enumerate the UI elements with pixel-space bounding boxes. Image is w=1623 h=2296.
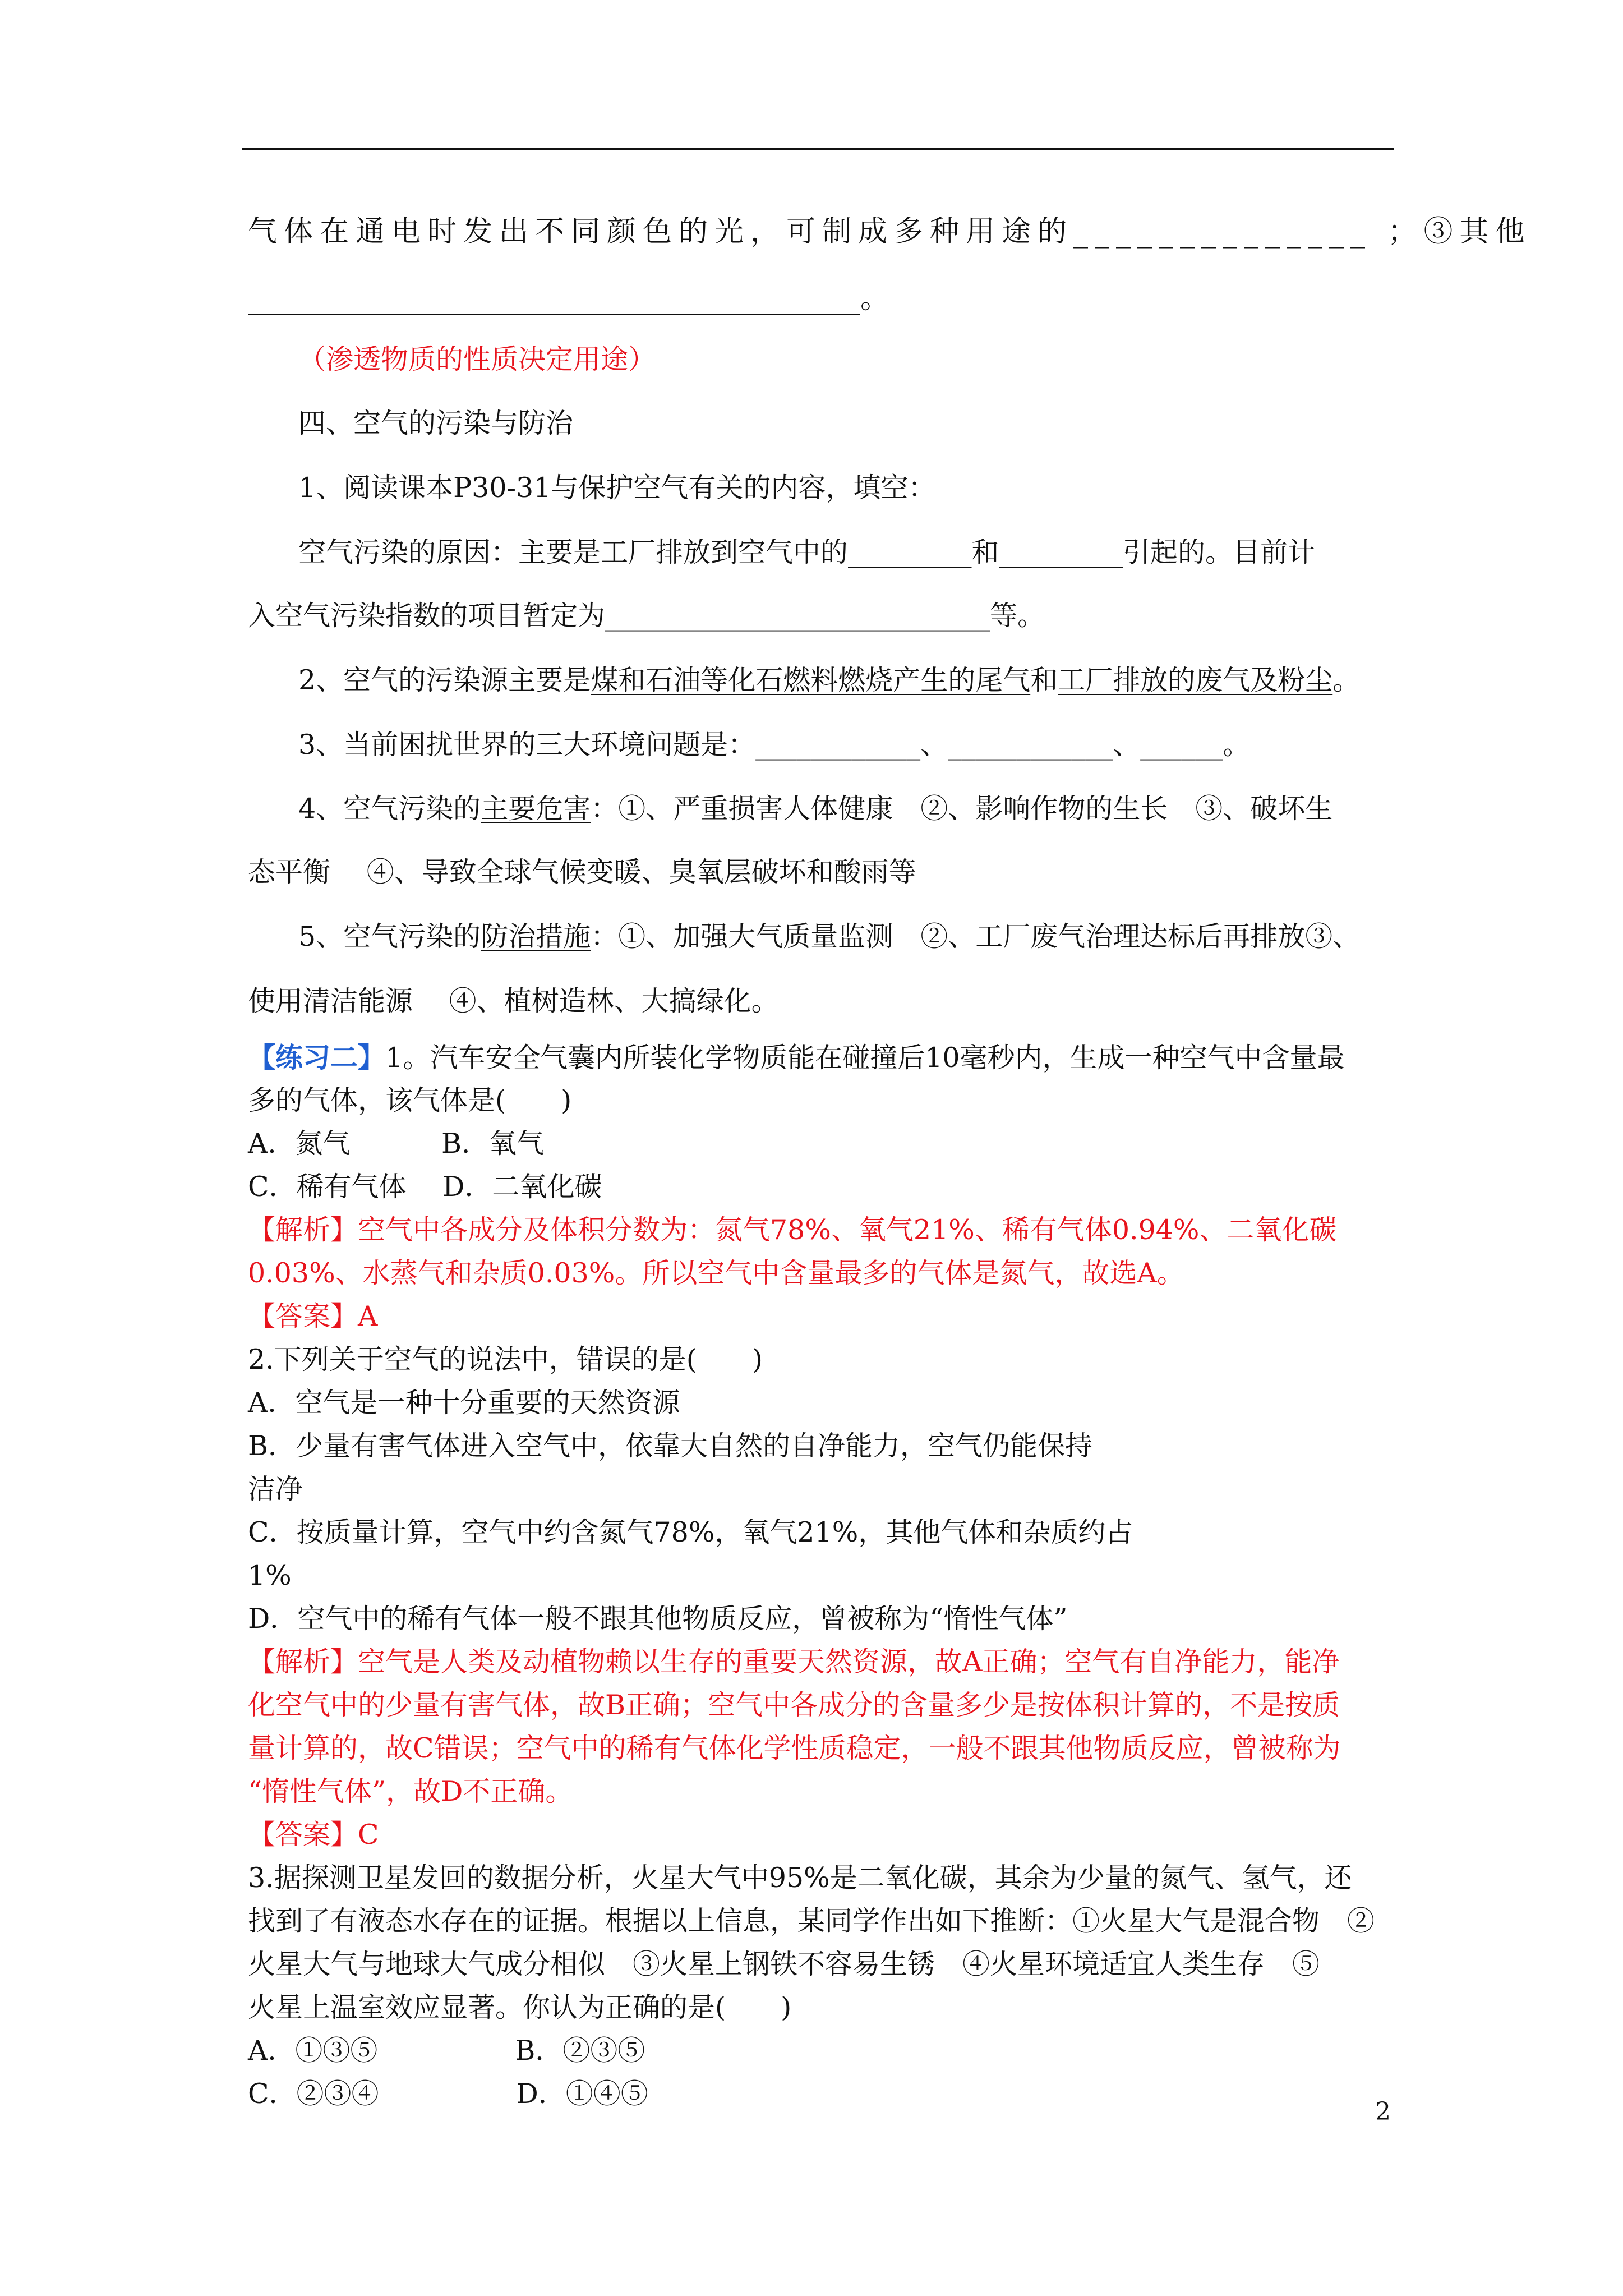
question-line: 火星上温室效应显著。你认为正确的是( ) — [248, 1991, 792, 2023]
text-line: __________________________________________。 — [248, 282, 889, 315]
option-line: B．少量有害气体进入空气中，依靠大自然的自净能力，空气仍能保持 — [248, 1430, 1093, 1462]
option-line: A．①③⑤ B．②③⑤ — [248, 2035, 645, 2067]
analysis-line: 【解析】空气中各成分及体积分数为：氮气78%、氧气21%、稀有气体0.94%、二氧化碳 — [248, 1214, 1337, 1246]
text-line: 多的气体，该气体是( ) — [248, 1084, 572, 1116]
question-line: 找到了有液态水存在的证据。根据以上信息，某同学作出如下推断：①火星大气是混合物 ② — [248, 1905, 1375, 1937]
text-line — [298, 661, 1360, 700]
option-line: C．稀有气体 D．二氧化碳 — [248, 1171, 602, 1203]
text-line — [298, 917, 1360, 956]
analysis-line: 0.03%、水蒸气和杂质0.03%。所以空气中含量最多的气体是氮气，故选A。 — [248, 1257, 1184, 1289]
text-line: 3、当前困扰世界的三大环境问题是：____________、____________、______。 — [298, 729, 1251, 761]
text-segment: 和 — [1030, 664, 1058, 696]
text-line: 入空气污染指数的项目暂定为____________________________等。 — [248, 600, 1045, 632]
page-number: 2 — [1375, 2097, 1391, 2126]
question-line: 3.据探测卫星发回的数据分析，火星大气中95%是二氧化碳，其余为少量的氮气、氢气，还 — [248, 1862, 1352, 1894]
header-rule — [242, 148, 1394, 150]
text-segment: 5、空气污染的 — [298, 921, 481, 953]
option-line: D．空气中的稀有气体一般不跟其他物质反应，曾被称为“惰性气体” — [248, 1603, 1068, 1635]
underlined-text: 防治措施 — [481, 921, 591, 953]
text-segment: 。 — [1332, 664, 1361, 696]
analysis-line: “惰性气体”，故D不正确。 — [248, 1775, 573, 1807]
text-line: 态平衡 ④、导致全球气候变暖、臭氧层破坏和酸雨等 — [248, 856, 916, 888]
question-line: 火星大气与地球大气成分相似 ③火星上钢铁不容易生锈 ④火星环境适宜人类生存 ⑤ — [248, 1948, 1320, 1980]
answer-line: 【答案】C — [248, 1819, 379, 1851]
analysis-line: 【解析】空气是人类及动植物赖以生存的重要天然资源，故A正确；空气有自净能力，能净 — [248, 1646, 1340, 1678]
option-line: C．按质量计算，空气中约含氮气78%，氧气21%，其他气体和杂质约占 — [248, 1516, 1133, 1548]
note-red: （渗透物质的性质决定用途） — [298, 343, 656, 375]
option-line: 洁净 — [248, 1473, 303, 1505]
exercise-tag: 【练习二】 — [248, 1041, 386, 1074]
analysis-line: 量计算的，故C错误；空气中的稀有气体化学性质稳定，一般不跟其他物质反应，曾被称为 — [248, 1732, 1341, 1764]
underlined-text: 煤和石油等化石燃料燃烧产生的尾气 — [591, 664, 1031, 696]
option-line: A．空气是一种十分重要的天然资源 — [248, 1387, 680, 1419]
text-segment: ：①、严重损害人体健康 ②、影响作物的生长 ③、破坏生 — [591, 793, 1333, 825]
section-heading: 四、空气的污染与防治 — [298, 407, 574, 439]
exercise-line — [248, 1038, 1345, 1078]
underlined-text: 工厂排放的废气及粉尘 — [1058, 664, 1333, 696]
analysis-line: 化空气中的少量有害气体，故B正确；空气中各成分的含量多少是按体积计算的，不是按质 — [248, 1689, 1340, 1721]
underlined-text: 主要危害 — [481, 793, 591, 825]
option-line: 1% — [248, 1559, 292, 1591]
text-line: 1、阅读课本P30-31与保护空气有关的内容，填空： — [298, 472, 936, 504]
text-line — [298, 789, 1332, 829]
text-segment: ：①、加强大气质量监测 ②、工厂废气治理达标后再排放③、 — [591, 921, 1361, 953]
answer-line: 【答案】A — [248, 1300, 378, 1332]
option-line: A．氮气 B．氧气 — [248, 1128, 544, 1159]
text-line: 气体在通电时发出不同颜色的光，可制成多种用途的______________ ；③其他 — [248, 215, 1532, 249]
text-segment: 2、空气的污染源主要是 — [298, 664, 591, 696]
option-line: C．②③④ D．①④⑤ — [248, 2078, 648, 2110]
text-segment: 1。汽车安全气囊内所装化学物质能在碰撞后10毫秒内，生成一种空气中含量最 — [385, 1042, 1345, 1074]
text-line: 使用清洁能源 ④、植树造林、大搞绿化。 — [248, 985, 779, 1017]
text-segment: 4、空气污染的 — [298, 793, 481, 825]
question-line: 2.下列关于空气的说法中，错误的是( ) — [248, 1343, 763, 1375]
text-line: 空气污染的原因：主要是工厂排放到空气中的_________和_________引起的。目前计 — [298, 536, 1316, 568]
